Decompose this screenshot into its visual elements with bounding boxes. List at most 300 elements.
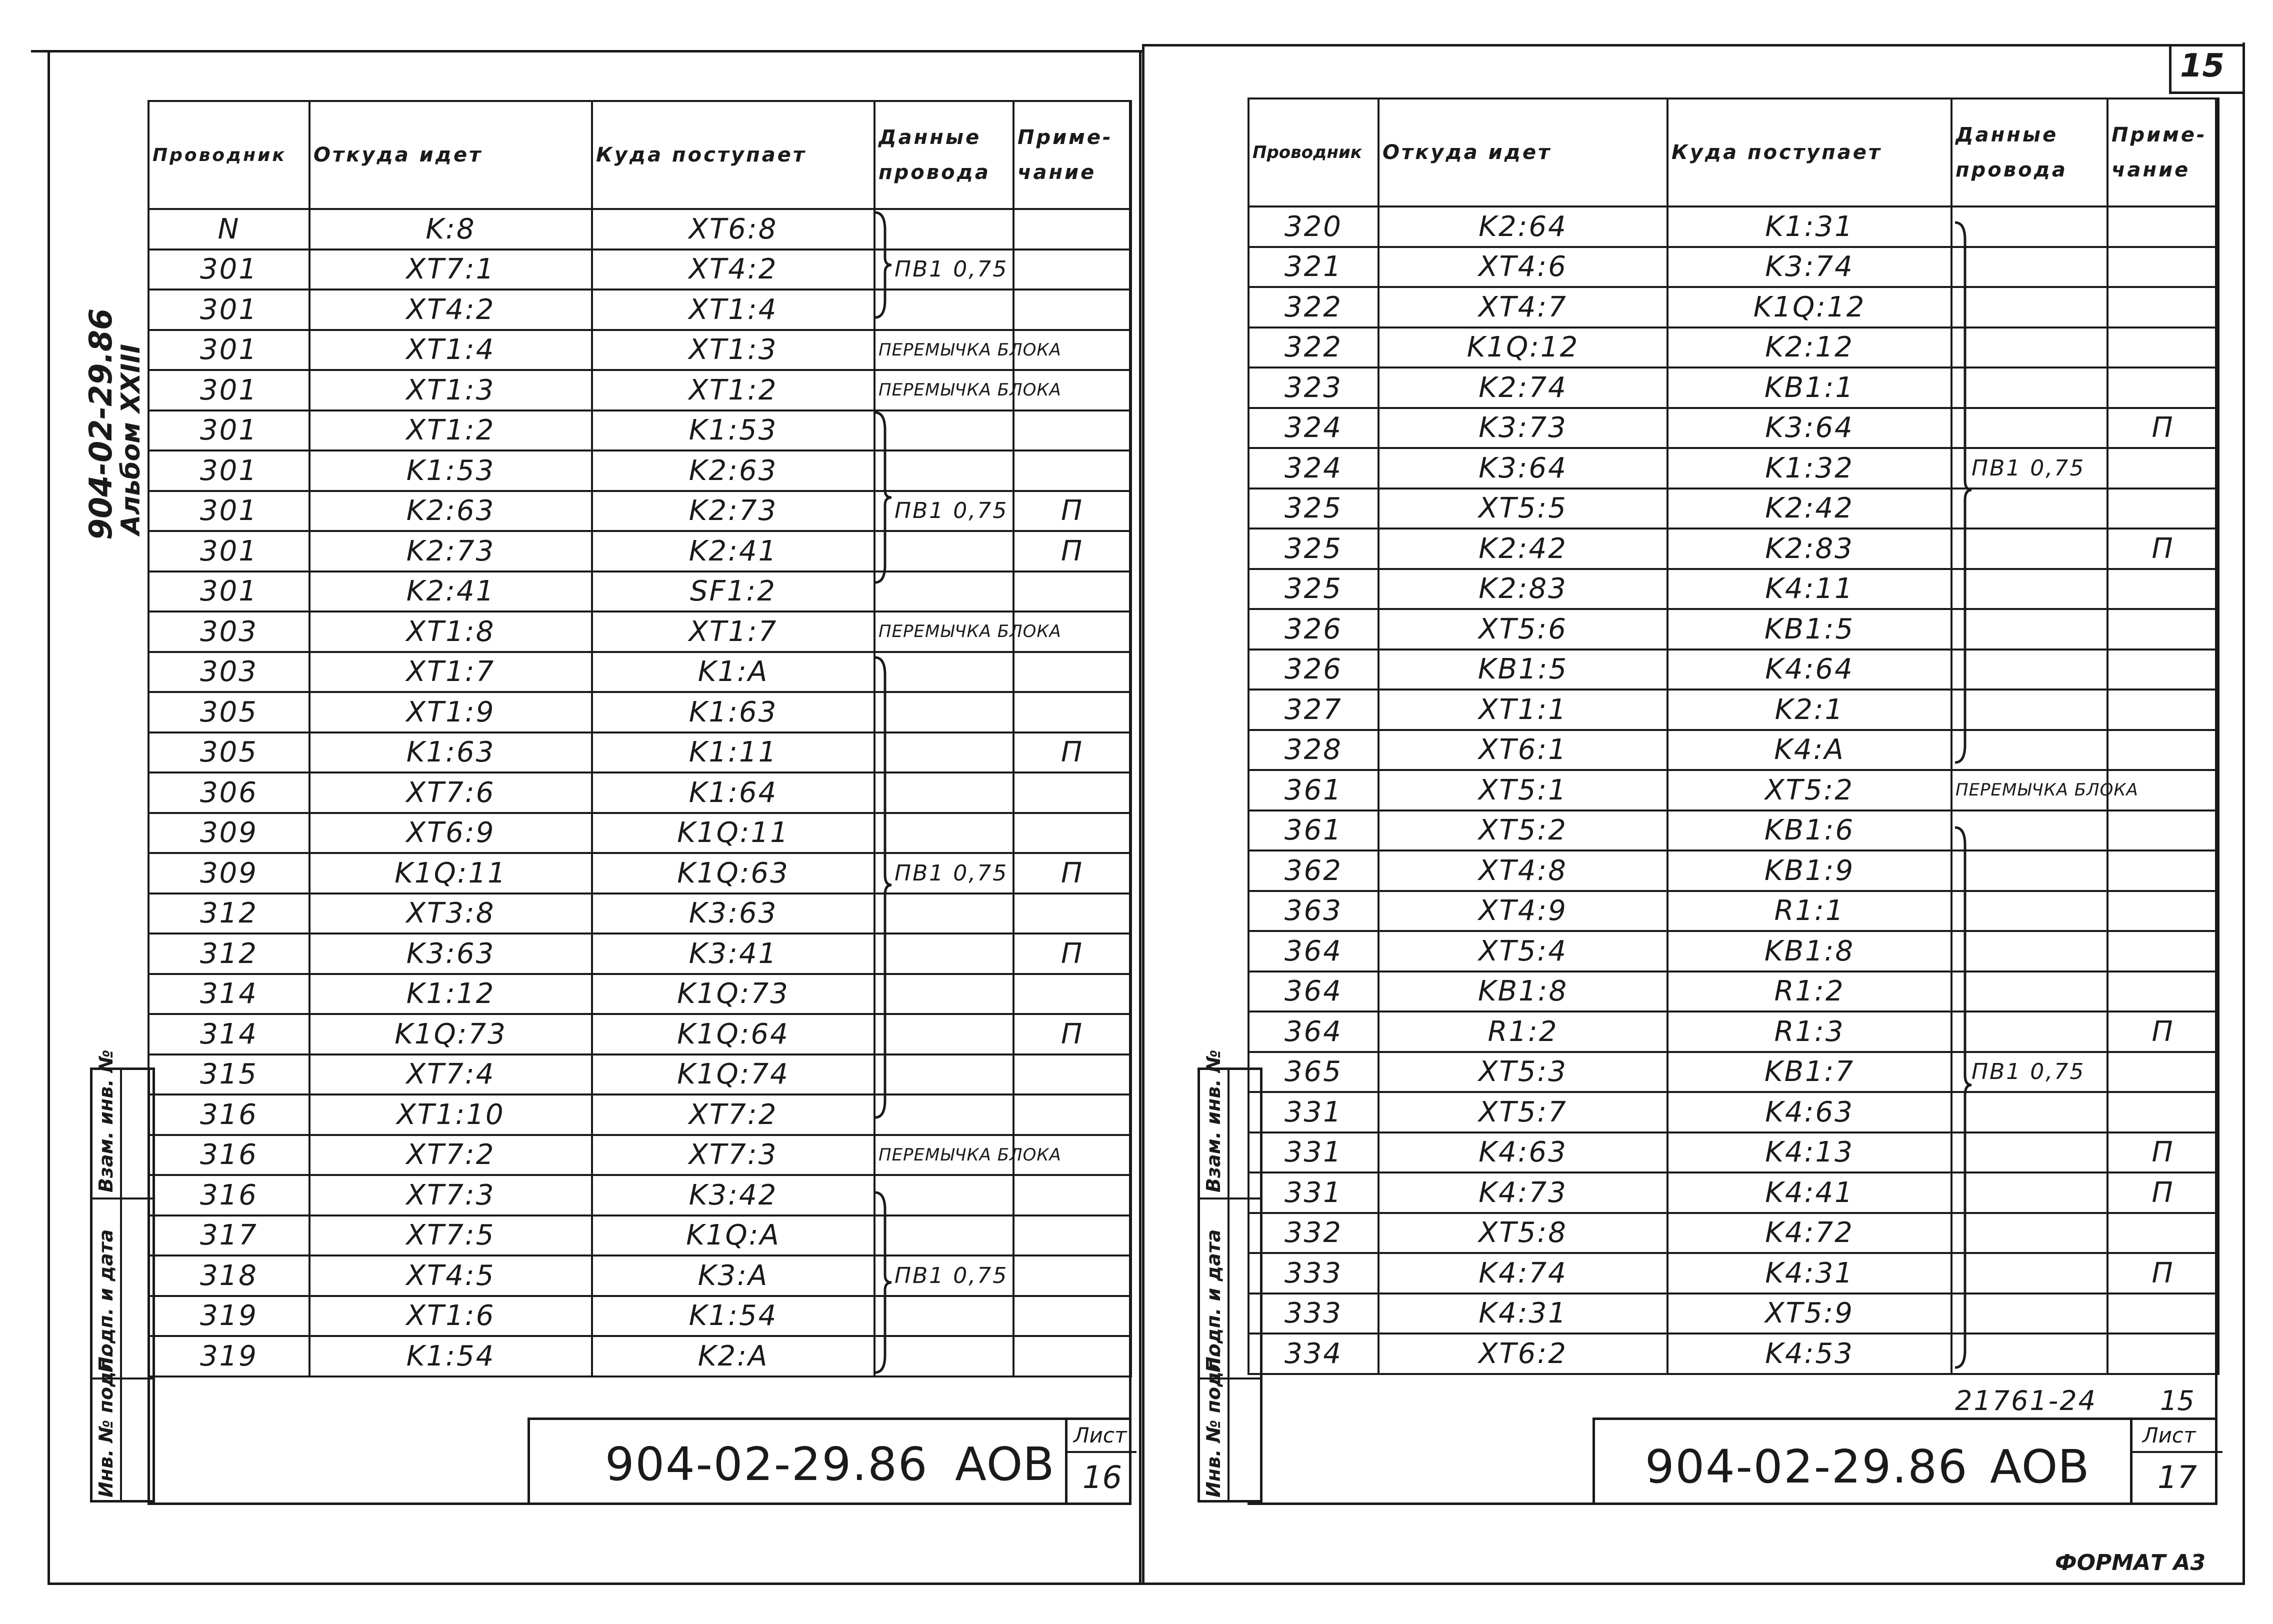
- table-row: [1248, 650, 2218, 690]
- cell-to: R1:3: [1668, 1012, 1952, 1052]
- column-header-to: Куда поступает: [592, 101, 874, 209]
- cell-to: K2:83: [1668, 528, 1952, 569]
- cell-to: K2:1: [1668, 690, 1952, 730]
- cell-to: K2:12: [1668, 328, 1952, 368]
- cell-to: KB1:5: [1668, 609, 1952, 650]
- cell-wire-data: [1952, 1132, 2108, 1173]
- cell-wire-data: [1952, 690, 2108, 730]
- right-stamp-cell-sign: Подп. и дата: [1202, 1229, 1224, 1372]
- cell-note: [2108, 810, 2218, 851]
- cell-wire-data: [1952, 650, 2108, 690]
- cell-from: XT4:7: [1378, 287, 1668, 328]
- table-row: [1248, 850, 2218, 891]
- left-side-stamp-sep1: [90, 1198, 155, 1200]
- cell-from: K1:63: [310, 732, 592, 773]
- cell-note: [1014, 652, 1131, 692]
- cell-from: R1:2: [1378, 1012, 1668, 1052]
- cell-wire-data: ПВ1 0,75: [1952, 448, 2108, 488]
- table-row: [148, 1336, 1131, 1376]
- cell-wire: 325: [1248, 528, 1378, 569]
- table-row: [148, 531, 1131, 572]
- table-row: [1248, 730, 2218, 770]
- cell-note: [1014, 410, 1131, 451]
- cell-wire: 301: [148, 410, 310, 451]
- table-row: [1248, 328, 2218, 368]
- cell-wire-data: [874, 1175, 1014, 1216]
- cell-wire: 301: [148, 370, 310, 410]
- cell-from: K2:64: [1378, 206, 1668, 247]
- cell-to: K2:73: [592, 491, 874, 532]
- cell-note: П: [1014, 732, 1131, 773]
- right-sheet-inner-right: [2215, 98, 2218, 1505]
- cell-to: K2:A: [592, 1336, 874, 1376]
- table-row: [1248, 206, 2218, 247]
- outer-frame-top-right: [1142, 44, 2245, 46]
- cell-note: [1014, 813, 1131, 854]
- cell-from: XT6:9: [310, 813, 592, 854]
- cell-note: П: [1014, 1014, 1131, 1054]
- cell-to: K3:74: [1668, 247, 1952, 288]
- right-title-block: [1592, 1418, 2218, 1505]
- cell-to: XT4:2: [592, 250, 874, 290]
- cell-from: K4:74: [1378, 1253, 1668, 1294]
- column-header-wire-data: Данные провода: [1952, 98, 2108, 206]
- left-sheet-cell: [1065, 1420, 1134, 1505]
- table-row: [1248, 1012, 2218, 1052]
- table-row: [1248, 1092, 2218, 1132]
- cell-wire: 333: [1248, 1294, 1378, 1334]
- cell-wire: 314: [148, 1014, 310, 1054]
- cell-note: [2108, 931, 2218, 972]
- cell-wire: 305: [148, 732, 310, 773]
- order-note: 21761-24: [1955, 1385, 2097, 1416]
- cell-note: П: [2108, 528, 2218, 569]
- cell-wire: 364: [1248, 931, 1378, 972]
- cell-from: K3:64: [1378, 448, 1668, 488]
- cell-note: [1014, 1256, 1131, 1296]
- right-sheet-cell-sep: [2132, 1451, 2222, 1453]
- cell-wire-data: [1952, 569, 2108, 610]
- left-sheet-inner-right: [1129, 100, 1132, 1505]
- cell-wire-data: [1952, 891, 2108, 932]
- cell-wire: 325: [1248, 569, 1378, 610]
- cell-wire: 318: [148, 1256, 310, 1296]
- right-brace-group-1: [1952, 220, 1972, 765]
- left-wire-table: [148, 100, 1132, 1378]
- right-stamp-cell-inventory: Инв. № подл.: [1202, 1350, 1224, 1498]
- cell-wire-data: [1952, 1334, 2108, 1374]
- cell-from: K:8: [310, 209, 592, 250]
- cell-note: [1014, 1094, 1131, 1135]
- cell-from: KB1:8: [1378, 972, 1668, 1012]
- cell-note: [2108, 1213, 2218, 1254]
- table-row: [1248, 528, 2218, 569]
- cell-to: XT1:4: [592, 290, 874, 330]
- cell-wire-data: [1952, 1092, 2108, 1132]
- table-row: [148, 1014, 1131, 1054]
- cell-wire-data: [1952, 528, 2108, 569]
- cell-note: [2108, 328, 2218, 368]
- cell-wire: 326: [1248, 609, 1378, 650]
- table-row: [148, 1094, 1131, 1135]
- cell-wire: 362: [1248, 850, 1378, 891]
- cell-to: XT5:9: [1668, 1294, 1952, 1334]
- cell-wire-data: [874, 1336, 1014, 1376]
- cell-wire: 301: [148, 450, 310, 491]
- left-sheet-cell-sep: [1068, 1451, 1136, 1453]
- cell-note: [1014, 1336, 1131, 1376]
- cell-from: K1Q:12: [1378, 328, 1668, 368]
- cell-wire: 305: [148, 692, 310, 732]
- cell-wire-data: [874, 1014, 1014, 1054]
- cell-to: K1Q:63: [592, 853, 874, 894]
- cell-from: K2:41: [310, 572, 592, 612]
- cell-wire-data: [1952, 206, 2108, 247]
- cell-from: XT1:6: [310, 1296, 592, 1336]
- cell-wire: N: [148, 209, 310, 250]
- cell-note: [1014, 974, 1131, 1014]
- cell-to: KB1:7: [1668, 1052, 1952, 1092]
- table-row: [1248, 1294, 2218, 1334]
- cell-wire: 317: [148, 1216, 310, 1256]
- cell-wire: 332: [1248, 1213, 1378, 1254]
- table-row: [148, 652, 1131, 692]
- cell-to: K1:54: [592, 1296, 874, 1336]
- cell-wire-data: [1952, 1012, 2108, 1052]
- cell-from: K4:31: [1378, 1294, 1668, 1334]
- cell-to: K1:A: [592, 652, 874, 692]
- cell-wire: 324: [1248, 408, 1378, 448]
- page-number: 15: [2180, 48, 2225, 84]
- cell-to: KB1:6: [1668, 810, 1952, 851]
- cell-from: XT5:1: [1378, 770, 1668, 810]
- cell-to: KB1:8: [1668, 931, 1952, 972]
- left-sheet-right-edge: [1139, 50, 1142, 1585]
- table-row: [148, 1135, 1131, 1176]
- cell-wire: 323: [1248, 368, 1378, 408]
- cell-note: [2108, 1294, 2218, 1334]
- cell-to: K4:64: [1668, 650, 1952, 690]
- left-sheet-label: Лист: [1074, 1423, 1127, 1448]
- cell-note: П: [2108, 1012, 2218, 1052]
- column-header-note: Приме-чание: [1014, 101, 1131, 209]
- cell-to: K4:41: [1668, 1172, 1952, 1213]
- cell-wire: 364: [1248, 972, 1378, 1012]
- cell-note: [1014, 1054, 1131, 1095]
- cell-wire-data: [874, 290, 1014, 330]
- cell-from: XT4:9: [1378, 891, 1668, 932]
- cell-wire-data: [874, 974, 1014, 1014]
- cell-wire: 328: [1248, 730, 1378, 770]
- cell-note: [2108, 569, 2218, 610]
- cell-wire: 320: [1248, 206, 1378, 247]
- cell-wire: 303: [148, 612, 310, 652]
- right-sheet-number: 17: [2158, 1459, 2197, 1496]
- cell-wire: 314: [148, 974, 310, 1014]
- outer-frame-bottom: [48, 1582, 2245, 1585]
- cell-from: XT1:2: [310, 410, 592, 451]
- cell-from: XT7:1: [310, 250, 592, 290]
- cell-wire: 301: [148, 250, 310, 290]
- cell-to: K3:A: [592, 1256, 874, 1296]
- cell-from: XT5:3: [1378, 1052, 1668, 1092]
- cell-to: K1Q:73: [592, 974, 874, 1014]
- cell-note: [2108, 609, 2218, 650]
- cell-from: K2:42: [1378, 528, 1668, 569]
- cell-wire-data: [874, 209, 1014, 250]
- cell-note: [1014, 692, 1131, 732]
- cell-from: K4:63: [1378, 1132, 1668, 1173]
- table-header-row: [1248, 98, 2218, 206]
- cell-wire: 312: [148, 934, 310, 974]
- table-row: [1248, 1213, 2218, 1254]
- cell-wire-data: ПВ1 0,75: [874, 491, 1014, 532]
- cell-wire-data: [1952, 287, 2108, 328]
- table-row: [148, 250, 1131, 290]
- cell-note: [2108, 972, 2218, 1012]
- cell-wire: 301: [148, 330, 310, 370]
- cell-note: [2108, 287, 2218, 328]
- cell-from: K3:73: [1378, 408, 1668, 448]
- cell-note: [2108, 891, 2218, 932]
- left-brace-group-4: [872, 1190, 892, 1375]
- left-brace-group-2: [872, 410, 892, 585]
- cell-to: XT5:2: [1668, 770, 1952, 810]
- cell-wire-data: [874, 1094, 1014, 1135]
- cell-note: [1014, 772, 1131, 813]
- cell-note: [1014, 894, 1131, 934]
- cell-from: XT7:6: [310, 772, 592, 813]
- left-side-stamp-divider: [120, 1068, 122, 1502]
- cell-to: K1:53: [592, 410, 874, 451]
- cell-wire-data: [1952, 850, 2108, 891]
- cell-note: [2108, 368, 2218, 408]
- table-row: [148, 612, 1131, 652]
- cell-wire-data: [1952, 1294, 2108, 1334]
- right-wire-table: [1248, 98, 2220, 1375]
- column-header-to: Куда поступает: [1668, 98, 1952, 206]
- column-header-from: Откуда идет: [1378, 98, 1668, 206]
- right-sheet-cell: [2130, 1420, 2220, 1505]
- outer-frame-top-left: [31, 50, 1142, 52]
- cell-from: XT5:4: [1378, 931, 1668, 972]
- cell-wire: 327: [1248, 690, 1378, 730]
- cell-to: K4:11: [1668, 569, 1952, 610]
- cell-wire: 319: [148, 1336, 310, 1376]
- cell-note: [2108, 850, 2218, 891]
- cell-wire: 364: [1248, 1012, 1378, 1052]
- cell-wire-data: ПЕРЕМЫЧКА БЛОКА: [874, 1135, 1014, 1176]
- table-row: [148, 491, 1131, 532]
- table-row: [148, 813, 1131, 854]
- cell-from: K1:54: [310, 1336, 592, 1376]
- cell-wire-data: [1952, 1172, 2108, 1213]
- left-stamp-cell-replace: Взам. инв. №: [95, 1050, 117, 1192]
- cell-note: [2108, 247, 2218, 288]
- cell-wire: 316: [148, 1175, 310, 1216]
- cell-wire-data: [874, 410, 1014, 451]
- cell-from: K2:83: [1378, 569, 1668, 610]
- paper-format: ФОРМАТ А3: [2055, 1550, 2206, 1576]
- cell-wire: 331: [1248, 1092, 1378, 1132]
- table-row: [148, 209, 1131, 250]
- cell-from: XT1:1: [1378, 690, 1668, 730]
- cell-wire: 306: [148, 772, 310, 813]
- table-row: [148, 772, 1131, 813]
- sheet-divider: [1142, 44, 1144, 1585]
- cell-wire-data: [874, 572, 1014, 612]
- cell-to: K4:13: [1668, 1132, 1952, 1173]
- table-row: [1248, 891, 2218, 932]
- table-row: [148, 1256, 1131, 1296]
- cell-from: XT4:5: [310, 1256, 592, 1296]
- cell-from: XT7:5: [310, 1216, 592, 1256]
- cell-wire-data: [874, 652, 1014, 692]
- cell-from: XT1:7: [310, 652, 592, 692]
- left-sheet-number: 16: [1082, 1459, 1122, 1496]
- cell-wire: 324: [1248, 448, 1378, 488]
- cell-wire-data: [1952, 730, 2108, 770]
- cell-wire-data: [874, 894, 1014, 934]
- table-row: [148, 450, 1131, 491]
- cell-note: [2108, 448, 2218, 488]
- table-row: [1248, 810, 2218, 851]
- cell-note: П: [1014, 934, 1131, 974]
- cell-wire-data: [1952, 328, 2108, 368]
- table-row: [1248, 609, 2218, 650]
- cell-to: K2:41: [592, 531, 874, 572]
- left-brace-group-1: [872, 210, 892, 320]
- cell-note: [1014, 290, 1131, 330]
- right-doc-code: 904-02-29.86: [1645, 1440, 1968, 1494]
- table-row: [1248, 1253, 2218, 1294]
- right-brace-group-2: [1952, 825, 1972, 1370]
- cell-to: K1:31: [1668, 206, 1952, 247]
- cell-to: K3:42: [592, 1175, 874, 1216]
- table-row: [148, 894, 1131, 934]
- cell-to: R1:1: [1668, 891, 1952, 932]
- table-row: [1248, 690, 2218, 730]
- side-album-label: Альбом XXIII: [116, 344, 146, 535]
- cell-wire: 319: [148, 1296, 310, 1336]
- table-row: [148, 1296, 1131, 1336]
- left-stamp-cell-inventory: Инв. № подл.: [95, 1350, 117, 1498]
- cell-wire: 321: [1248, 247, 1378, 288]
- table-row: [148, 974, 1131, 1014]
- cell-from: XT5:8: [1378, 1213, 1668, 1254]
- outer-frame-left: [48, 50, 50, 1585]
- cell-wire-data: [874, 934, 1014, 974]
- cell-to: K3:41: [592, 934, 874, 974]
- cell-note: [2108, 206, 2218, 247]
- cell-wire: 312: [148, 894, 310, 934]
- cell-from: XT4:6: [1378, 247, 1668, 288]
- cell-note: [2108, 488, 2218, 529]
- cell-wire-data: [874, 450, 1014, 491]
- cell-wire-data: [874, 531, 1014, 572]
- cell-wire-data: ПВ1 0,75: [874, 250, 1014, 290]
- table-row: [1248, 972, 2218, 1012]
- cell-to: XT6:8: [592, 209, 874, 250]
- cell-note: П: [1014, 491, 1131, 532]
- cell-wire-data: ПЕРЕМЫЧКА БЛОКА: [874, 370, 1014, 410]
- cell-wire-data: [1952, 972, 2108, 1012]
- cell-wire: 363: [1248, 891, 1378, 932]
- cell-note: [1014, 250, 1131, 290]
- cell-from: XT6:2: [1378, 1334, 1668, 1374]
- cell-from: K2:73: [310, 531, 592, 572]
- cell-to: KB1:1: [1668, 368, 1952, 408]
- cell-to: K1Q:11: [592, 813, 874, 854]
- cell-wire: 301: [148, 290, 310, 330]
- column-header-wire-data: Данные провода: [874, 101, 1014, 209]
- cell-wire-data: ПВ1 0,75: [1952, 1052, 2108, 1092]
- outer-frame-right: [2242, 42, 2245, 1585]
- right-sheet-label: Лист: [2142, 1423, 2196, 1448]
- cell-to: K4:63: [1668, 1092, 1952, 1132]
- table-row: [1248, 408, 2218, 448]
- cell-from: K2:63: [310, 491, 592, 532]
- cell-wire: 361: [1248, 770, 1378, 810]
- cell-to: XT7:2: [592, 1094, 874, 1135]
- cell-from: XT6:1: [1378, 730, 1668, 770]
- table-row: [1248, 448, 2218, 488]
- cell-from: XT4:2: [310, 290, 592, 330]
- table-header-row: [148, 101, 1131, 209]
- right-sheet-inner-left: [1260, 1068, 1262, 1505]
- left-doc-code: 904-02-29.86: [605, 1438, 928, 1491]
- cell-wire-data: [1952, 810, 2108, 851]
- cell-note: [1014, 572, 1131, 612]
- cell-to: K4:72: [1668, 1213, 1952, 1254]
- cell-from: XT1:3: [310, 370, 592, 410]
- table-row: [148, 410, 1131, 451]
- cell-note: [2108, 650, 2218, 690]
- left-stamp-cell-sign: Подп. и дата: [95, 1229, 117, 1372]
- cell-from: XT1:4: [310, 330, 592, 370]
- cell-note: [2108, 690, 2218, 730]
- cell-note: П: [1014, 531, 1131, 572]
- left-doc-kind: АОВ: [955, 1438, 1054, 1491]
- cell-to: XT1:3: [592, 330, 874, 370]
- cell-note: П: [2108, 1253, 2218, 1294]
- table-row: [1248, 931, 2218, 972]
- table-row: [148, 572, 1131, 612]
- table-row: [148, 330, 1131, 370]
- cell-to: K1Q:74: [592, 1054, 874, 1095]
- cell-note: [1014, 1175, 1131, 1216]
- table-row: [148, 853, 1131, 894]
- cell-wire: 333: [1248, 1253, 1378, 1294]
- order-page: 15: [2160, 1385, 2194, 1416]
- cell-to: KB1:9: [1668, 850, 1952, 891]
- cell-from: XT5:5: [1378, 488, 1668, 529]
- cell-from: K1:12: [310, 974, 592, 1014]
- cell-wire: 303: [148, 652, 310, 692]
- cell-from: XT3:8: [310, 894, 592, 934]
- cell-note: [2108, 1334, 2218, 1374]
- cell-wire: 316: [148, 1094, 310, 1135]
- cell-from: K2:74: [1378, 368, 1668, 408]
- cell-to: K1Q:64: [592, 1014, 874, 1054]
- cell-wire: 301: [148, 531, 310, 572]
- cell-to: K1:64: [592, 772, 874, 813]
- right-doc-kind: АОВ: [1990, 1440, 2090, 1494]
- cell-to: K1Q:12: [1668, 287, 1952, 328]
- cell-wire-data: ПЕРЕМЫЧКА БЛОКА: [1952, 770, 2108, 810]
- cell-wire-data: [1952, 488, 2108, 529]
- side-document-code: 904-02-29.86: [82, 308, 119, 540]
